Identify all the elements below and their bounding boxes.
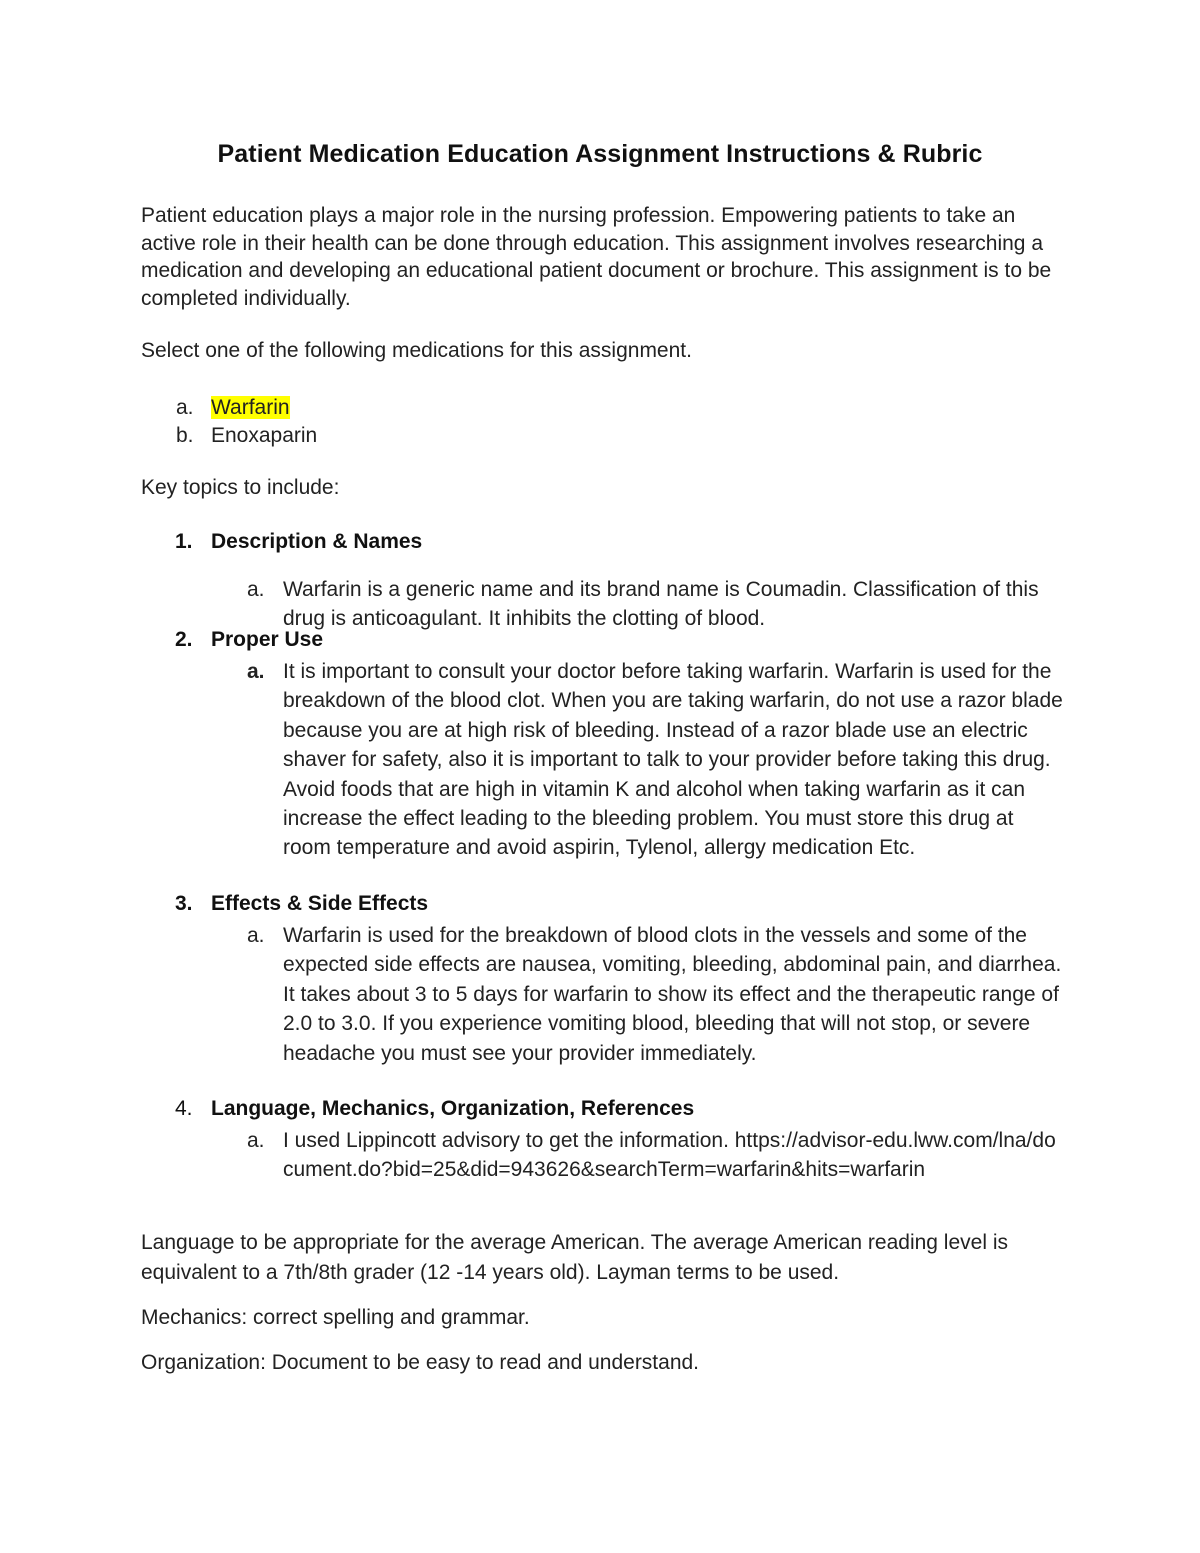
topic-language-mechanics xyxy=(175,1097,1075,1185)
page-title: Patient Medication Education Assignment Instructions & Rubric xyxy=(217,140,983,168)
select-instruction: Select one of the following medications for this assignment. xyxy=(141,339,692,362)
topic-proper-use xyxy=(175,628,1075,863)
intro-paragraph: Patient education plays a major role in the nursing profession. Empowering patients to take an active role in their health can be done through education. This assignment involves researching a medication and developing an educational patient document or brochure. This assignment is to be completed individually. xyxy=(141,204,1052,310)
topic-number: 1. xyxy=(175,530,193,553)
topic-effects-side-effects xyxy=(175,892,1075,1068)
topic-body xyxy=(247,1126,1063,1185)
sub-marker: a. xyxy=(247,578,265,601)
topic-text: It is important to consult your doctor before taking warfarin. Warfarin is used for the breakdown of the blood clot. When you are taking warfarin, do not use a razor blade because you are at high risk of bleeding. Instead of a razor blade use an electric shaver for safety, also it is important to talk to your provider before taking this drug. Avoid foods that are high in vitamin K and alcohol when taking warfarin as it can increase the effect leading to the bleeding problem. You must store this drug at room temperature and avoid aspirin, Tylenol, allergy medication Etc. xyxy=(283,660,1063,860)
topic-number: 4. xyxy=(175,1097,193,1120)
sub-marker: a. xyxy=(247,660,265,683)
topic-body xyxy=(247,575,1063,634)
mechanics-note: Mechanics: correct spelling and grammar. xyxy=(141,1306,530,1329)
list-marker: b. xyxy=(176,423,194,447)
topic-body xyxy=(247,657,1063,863)
topic-description-names xyxy=(175,530,1075,634)
topic-number: 3. xyxy=(175,892,193,915)
key-topics-label: Key topics to include: xyxy=(141,476,340,499)
organization-note: Organization: Document to be easy to read and understand. xyxy=(141,1351,700,1374)
topic-body xyxy=(247,921,1063,1068)
list-marker: a. xyxy=(176,396,194,419)
topic-heading: Proper Use xyxy=(211,628,324,651)
topic-text: I used Lippincott advisory to get the information. https://advisor-edu.lww.com/lna/document.do?bid=25&did=943626&searchTerm=warfarin&hits=warfarin xyxy=(283,1129,1056,1182)
topic-heading: Effects & Side Effects xyxy=(211,892,429,915)
language-note: Language to be appropriate for the average American. The average American reading level is equivalent to a 7th/8th grader (12 -14 years old). Layman terms to be used. xyxy=(141,1231,1008,1284)
medication-warfarin: Warfarin xyxy=(211,396,290,419)
sub-marker: a. xyxy=(247,1129,265,1152)
topic-number: 2. xyxy=(175,628,193,651)
medication-enoxaparin: Enoxaparin xyxy=(211,423,318,447)
topic-heading: Description & Names xyxy=(211,530,423,553)
topic-heading: Language, Mechanics, Organization, References xyxy=(211,1097,695,1120)
sub-marker: a. xyxy=(247,924,265,947)
topic-text: Warfarin is used for the breakdown of blood clots in the vessels and some of the expected side effects are nausea, vomiting, bleeding, abdominal pain, and diarrhea. It takes about 3 to 5 days for warfarin to show its effect and the therapeutic range of 2.0 to 3.0. If you experience vomiting blood, bleeding that will not stop, or severe headache you must see your provider immediately. xyxy=(283,924,1062,1065)
topic-text: Warfarin is a generic name and its brand name is Coumadin. Classification of this drug is anticoagulant. It inhibits the clotting of blood. xyxy=(283,578,1039,631)
